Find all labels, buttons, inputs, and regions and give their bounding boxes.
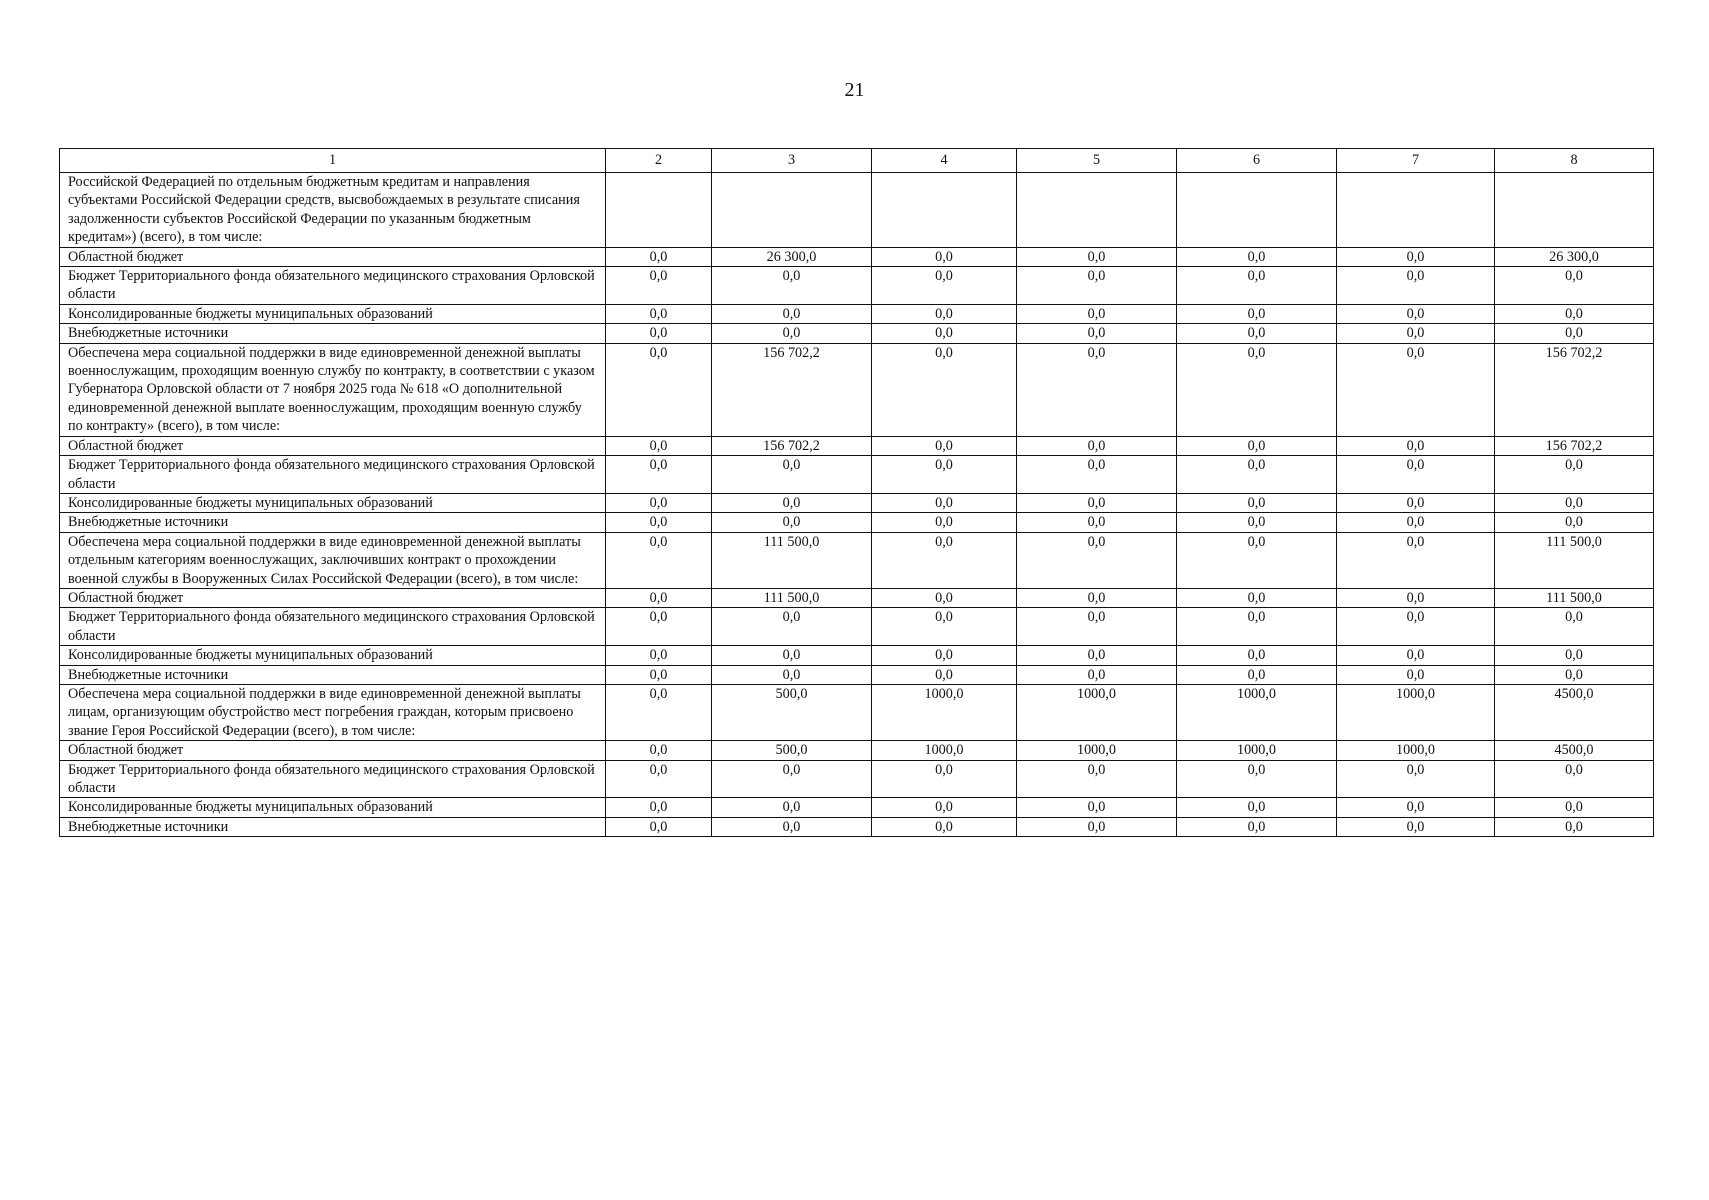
cell-col-2: 0,0 xyxy=(606,608,712,646)
cell-col-7: 0,0 xyxy=(1337,608,1495,646)
cell-col-6: 0,0 xyxy=(1177,267,1337,305)
table-row-measure xyxy=(60,684,1654,740)
cell-col-7: 0,0 xyxy=(1337,436,1495,455)
row-label: Областной бюджет xyxy=(60,741,606,760)
cell-col-4: 0,0 xyxy=(872,324,1017,343)
table-header xyxy=(60,149,1654,173)
cell-col-7: 0,0 xyxy=(1337,267,1495,305)
row-label: Консолидированные бюджеты муниципальных образований xyxy=(60,646,606,665)
cell-col-5: 0,0 xyxy=(1017,436,1177,455)
cell-col-4: 0,0 xyxy=(872,588,1017,607)
cell-col-4: 0,0 xyxy=(872,456,1017,494)
cell-col-7: 0,0 xyxy=(1337,513,1495,532)
cell-col-7: 0,0 xyxy=(1337,665,1495,684)
column-number-3: 3 xyxy=(712,149,872,173)
cell-col-8: 0,0 xyxy=(1495,304,1654,323)
cell-col-3: 0,0 xyxy=(712,304,872,323)
cell-col-3: 0,0 xyxy=(712,760,872,798)
cell-col-3: 500,0 xyxy=(712,684,872,740)
cell-col-8: 4500,0 xyxy=(1495,684,1654,740)
column-number-5: 5 xyxy=(1017,149,1177,173)
cell-col-2: 0,0 xyxy=(606,798,712,817)
cell-col-3 xyxy=(712,173,872,248)
row-label: Обеспечена мера социальной поддержки в виде единовременной денежной выплаты отдельным категориям военнослужащих, заключивших контракт о прохождении военной службы в Вооруженных Силах Российской Федерации (всего), в том числе: xyxy=(60,532,606,588)
cell-col-2: 0,0 xyxy=(606,456,712,494)
cell-col-3: 111 500,0 xyxy=(712,588,872,607)
cell-col-3: 111 500,0 xyxy=(712,532,872,588)
cell-col-4 xyxy=(872,173,1017,248)
cell-col-3: 0,0 xyxy=(712,493,872,512)
cell-col-2: 0,0 xyxy=(606,532,712,588)
table-row-source xyxy=(60,513,1654,532)
cell-col-6: 1000,0 xyxy=(1177,741,1337,760)
cell-col-5: 0,0 xyxy=(1017,798,1177,817)
cell-col-7: 1000,0 xyxy=(1337,741,1495,760)
table-row-source xyxy=(60,817,1654,836)
cell-col-5: 0,0 xyxy=(1017,267,1177,305)
cell-col-2 xyxy=(606,173,712,248)
cell-col-5: 0,0 xyxy=(1017,247,1177,266)
cell-col-4: 0,0 xyxy=(872,608,1017,646)
cell-col-6: 0,0 xyxy=(1177,760,1337,798)
row-label: Областной бюджет xyxy=(60,247,606,266)
cell-col-2: 0,0 xyxy=(606,267,712,305)
cell-col-8: 0,0 xyxy=(1495,760,1654,798)
row-label: Областной бюджет xyxy=(60,588,606,607)
table-row-source xyxy=(60,267,1654,305)
cell-col-3: 500,0 xyxy=(712,741,872,760)
row-label: Внебюджетные источники xyxy=(60,665,606,684)
row-label: Консолидированные бюджеты муниципальных образований xyxy=(60,304,606,323)
cell-col-4: 0,0 xyxy=(872,267,1017,305)
cell-col-3: 0,0 xyxy=(712,324,872,343)
cell-col-5: 1000,0 xyxy=(1017,741,1177,760)
cell-col-4: 0,0 xyxy=(872,665,1017,684)
cell-col-2: 0,0 xyxy=(606,646,712,665)
cell-col-7: 0,0 xyxy=(1337,304,1495,323)
cell-col-8: 156 702,2 xyxy=(1495,436,1654,455)
cell-col-8: 0,0 xyxy=(1495,798,1654,817)
cell-col-5: 0,0 xyxy=(1017,588,1177,607)
row-label: Обеспечена мера социальной поддержки в виде единовременной денежной выплаты военнослужащим, проходящим военную службу по контракту, в соответствии с указом Губернатора Орловской области от 7 ноября 2025 года № 618 «О дополнительной единовременной денежной выплате военнослужащим, проходящим военную службу по контракту» (всего), в том числе: xyxy=(60,343,606,436)
row-label: Внебюджетные источники xyxy=(60,324,606,343)
cell-col-8: 4500,0 xyxy=(1495,741,1654,760)
cell-col-8 xyxy=(1495,173,1654,248)
row-label: Бюджет Территориального фонда обязательного медицинского страхования Орловской области xyxy=(60,456,606,494)
cell-col-8: 111 500,0 xyxy=(1495,588,1654,607)
cell-col-5: 0,0 xyxy=(1017,513,1177,532)
cell-col-6 xyxy=(1177,173,1337,248)
cell-col-2: 0,0 xyxy=(606,324,712,343)
cell-col-6: 0,0 xyxy=(1177,532,1337,588)
cell-col-5 xyxy=(1017,173,1177,248)
row-label: Бюджет Территориального фонда обязательного медицинского страхования Орловской области xyxy=(60,608,606,646)
cell-col-5: 0,0 xyxy=(1017,343,1177,436)
cell-col-6: 0,0 xyxy=(1177,817,1337,836)
cell-col-7: 0,0 xyxy=(1337,324,1495,343)
cell-col-3: 0,0 xyxy=(712,798,872,817)
cell-col-5: 0,0 xyxy=(1017,532,1177,588)
table-row-source xyxy=(60,741,1654,760)
cell-col-8: 0,0 xyxy=(1495,493,1654,512)
row-label: Консолидированные бюджеты муниципальных образований xyxy=(60,798,606,817)
cell-col-2: 0,0 xyxy=(606,760,712,798)
row-label: Внебюджетные источники xyxy=(60,817,606,836)
cell-col-6: 0,0 xyxy=(1177,436,1337,455)
cell-col-3: 0,0 xyxy=(712,817,872,836)
column-number-row xyxy=(60,149,1654,173)
cell-col-7: 0,0 xyxy=(1337,760,1495,798)
row-label: Бюджет Территориального фонда обязательного медицинского страхования Орловской области xyxy=(60,267,606,305)
cell-col-6: 0,0 xyxy=(1177,665,1337,684)
cell-col-5: 0,0 xyxy=(1017,456,1177,494)
cell-col-3: 0,0 xyxy=(712,665,872,684)
table-row-source xyxy=(60,304,1654,323)
cell-col-8: 0,0 xyxy=(1495,324,1654,343)
cell-col-4: 0,0 xyxy=(872,646,1017,665)
table-row-source xyxy=(60,247,1654,266)
cell-col-8: 111 500,0 xyxy=(1495,532,1654,588)
cell-col-7: 0,0 xyxy=(1337,456,1495,494)
cell-col-2: 0,0 xyxy=(606,513,712,532)
table-row-source xyxy=(60,665,1654,684)
table-row-source xyxy=(60,324,1654,343)
cell-col-7: 0,0 xyxy=(1337,247,1495,266)
cell-col-7 xyxy=(1337,173,1495,248)
cell-col-7: 0,0 xyxy=(1337,646,1495,665)
cell-col-5: 0,0 xyxy=(1017,760,1177,798)
row-label: Консолидированные бюджеты муниципальных образований xyxy=(60,493,606,512)
cell-col-5: 0,0 xyxy=(1017,665,1177,684)
column-number-4: 4 xyxy=(872,149,1017,173)
page-number: 21 xyxy=(844,79,865,101)
column-number-7: 7 xyxy=(1337,149,1495,173)
cell-col-7: 1000,0 xyxy=(1337,684,1495,740)
cell-col-8: 0,0 xyxy=(1495,665,1654,684)
cell-col-2: 0,0 xyxy=(606,665,712,684)
cell-col-4: 0,0 xyxy=(872,493,1017,512)
cell-col-4: 0,0 xyxy=(872,304,1017,323)
cell-col-2: 0,0 xyxy=(606,684,712,740)
cell-col-2: 0,0 xyxy=(606,436,712,455)
cell-col-8: 0,0 xyxy=(1495,608,1654,646)
cell-col-3: 26 300,0 xyxy=(712,247,872,266)
cell-col-7: 0,0 xyxy=(1337,817,1495,836)
cell-col-2: 0,0 xyxy=(606,304,712,323)
cell-col-4: 0,0 xyxy=(872,343,1017,436)
table-row-source xyxy=(60,493,1654,512)
row-label: Областной бюджет xyxy=(60,436,606,455)
cell-col-5: 0,0 xyxy=(1017,324,1177,343)
cell-col-6: 0,0 xyxy=(1177,493,1337,512)
cell-col-6: 0,0 xyxy=(1177,456,1337,494)
cell-col-8: 0,0 xyxy=(1495,267,1654,305)
table-row-measure xyxy=(60,343,1654,436)
cell-col-4: 0,0 xyxy=(872,436,1017,455)
table-body xyxy=(60,173,1654,837)
cell-col-4: 0,0 xyxy=(872,817,1017,836)
cell-col-5: 0,0 xyxy=(1017,817,1177,836)
cell-col-8: 0,0 xyxy=(1495,456,1654,494)
cell-col-2: 0,0 xyxy=(606,343,712,436)
table-row-source xyxy=(60,798,1654,817)
cell-col-7: 0,0 xyxy=(1337,343,1495,436)
cell-col-7: 0,0 xyxy=(1337,798,1495,817)
column-number-1: 1 xyxy=(60,149,606,173)
cell-col-7: 0,0 xyxy=(1337,493,1495,512)
cell-col-2: 0,0 xyxy=(606,493,712,512)
cell-col-7: 0,0 xyxy=(1337,588,1495,607)
cell-col-3: 0,0 xyxy=(712,267,872,305)
cell-col-6: 0,0 xyxy=(1177,343,1337,436)
cell-col-6: 0,0 xyxy=(1177,247,1337,266)
budget-table xyxy=(59,148,1654,837)
cell-col-7: 0,0 xyxy=(1337,532,1495,588)
cell-col-3: 0,0 xyxy=(712,646,872,665)
cell-col-5: 0,0 xyxy=(1017,646,1177,665)
column-number-2: 2 xyxy=(606,149,712,173)
cell-col-8: 0,0 xyxy=(1495,646,1654,665)
cell-col-3: 0,0 xyxy=(712,456,872,494)
cell-col-5: 0,0 xyxy=(1017,493,1177,512)
table-row-source xyxy=(60,646,1654,665)
row-label: Обеспечена мера социальной поддержки в виде единовременной денежной выплаты лицам, организующим обустройство мест погребения граждан, которым присвоено звание Героя Российской Федерации (всего), в том числе: xyxy=(60,684,606,740)
table-row-source xyxy=(60,608,1654,646)
cell-col-5: 0,0 xyxy=(1017,304,1177,323)
table-row-source xyxy=(60,760,1654,798)
cell-col-6: 0,0 xyxy=(1177,798,1337,817)
cell-col-8: 0,0 xyxy=(1495,817,1654,836)
table-row-source xyxy=(60,588,1654,607)
cell-col-4: 0,0 xyxy=(872,513,1017,532)
cell-col-2: 0,0 xyxy=(606,741,712,760)
cell-col-3: 156 702,2 xyxy=(712,343,872,436)
table-row-source xyxy=(60,436,1654,455)
cell-col-6: 0,0 xyxy=(1177,304,1337,323)
cell-col-8: 26 300,0 xyxy=(1495,247,1654,266)
cell-col-4: 0,0 xyxy=(872,532,1017,588)
column-number-6: 6 xyxy=(1177,149,1337,173)
cell-col-6: 0,0 xyxy=(1177,513,1337,532)
cell-col-6: 0,0 xyxy=(1177,646,1337,665)
cell-col-8: 156 702,2 xyxy=(1495,343,1654,436)
cell-col-6: 1000,0 xyxy=(1177,684,1337,740)
column-number-8: 8 xyxy=(1495,149,1654,173)
cell-col-4: 0,0 xyxy=(872,247,1017,266)
table-row-source xyxy=(60,456,1654,494)
cell-col-2: 0,0 xyxy=(606,247,712,266)
table-row-measure xyxy=(60,173,1654,248)
table-row-measure xyxy=(60,532,1654,588)
cell-col-4: 1000,0 xyxy=(872,684,1017,740)
cell-col-5: 0,0 xyxy=(1017,608,1177,646)
cell-col-2: 0,0 xyxy=(606,588,712,607)
row-label: Внебюджетные источники xyxy=(60,513,606,532)
cell-col-3: 0,0 xyxy=(712,608,872,646)
cell-col-2: 0,0 xyxy=(606,817,712,836)
cell-col-6: 0,0 xyxy=(1177,324,1337,343)
row-label: Бюджет Территориального фонда обязательного медицинского страхования Орловской области xyxy=(60,760,606,798)
cell-col-6: 0,0 xyxy=(1177,608,1337,646)
cell-col-8: 0,0 xyxy=(1495,513,1654,532)
cell-col-5: 1000,0 xyxy=(1017,684,1177,740)
cell-col-3: 0,0 xyxy=(712,513,872,532)
cell-col-4: 0,0 xyxy=(872,760,1017,798)
row-label: Российской Федерацией по отдельным бюджетным кредитам и направления субъектами Российской Федерации средств, высвобождаемых в результате списания задолженности субъектов Российской Федерации по указанным бюджетным кредитам») (всего), в том числе: xyxy=(60,173,606,248)
cell-col-6: 0,0 xyxy=(1177,588,1337,607)
cell-col-4: 1000,0 xyxy=(872,741,1017,760)
cell-col-3: 156 702,2 xyxy=(712,436,872,455)
cell-col-4: 0,0 xyxy=(872,798,1017,817)
